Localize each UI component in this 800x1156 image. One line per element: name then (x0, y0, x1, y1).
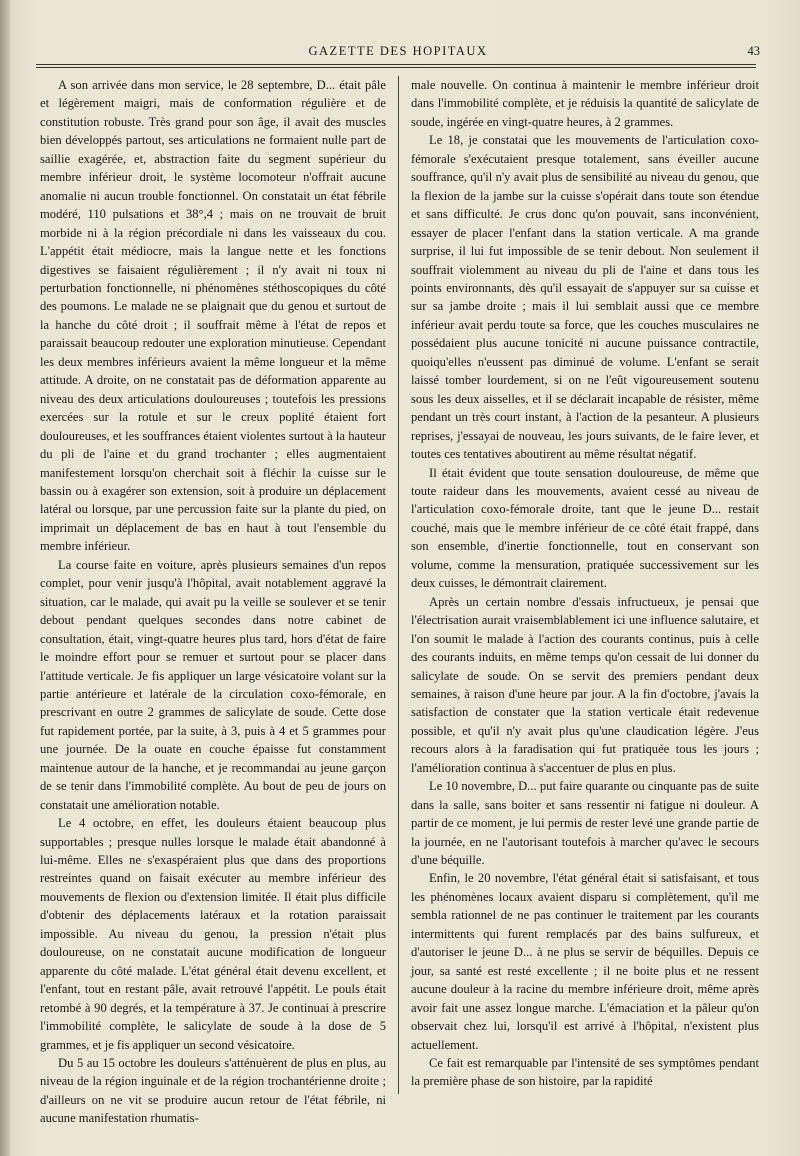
paragraph: Après un certain nombre d'essais infructueux, je pensai que l'électrisation aurait vraisemblablement ici une influence salutaire, et l'on soumit le malade à l'action des courants continus, puis à celle des courants induits, en même temps qu'on cessait de lui donner du salicylate de soude. On se servit des premiers pendant deux semaines, à raison d'une heure par jour. A la fin d'octobre, j'avais la satisfaction de constater que la station verticale était redevenue possible, et qu'il n'y avait plus qu'une claudication légère. J'eus recours alors à la faradisation qui fut pratiquée tous les jours ; l'amélioration continua à s'accentuer de plus en plus. (411, 594, 759, 775)
text-column-left (40, 76, 386, 1126)
journal-title: GAZETTE DES HOPITAUX (308, 44, 488, 58)
page-number: 43 (747, 44, 760, 58)
paragraph: A son arrivée dans mon service, le 28 septembre, D... était pâle et légèrement maigri, mais de conformation régulière et de constitution robuste. Très grand pour son âge, il avait des muscles bien développés partout, ses articulations ne formaient nulle part de saillie exagérée, et, abstraction faite du segment supérieur du membre inférieur droit, le système locomoteur n'offrait aucune anomalie ni aucun trouble fonctionnel. On constatait un état fébrile modéré, 110 pulsations et 38°,4 ; mais on ne trouvait de bruit morbide ni à la région précordiale ni dans les vaisseaux du cou. L'appétit était médiocre, mais la langue nette et les fonctions digestives se faisaient régulièrement ; il n'y avait ni toux ni perturbation fonctionnelle, ni phénomènes stéthoscopiques du côté des poumons. Le malade ne se plaignait que du genou et surtout de la hanche du côté droit ; il souffrait même à l'état de repos et paraissait beaucoup redouter une exploration minutieuse. Cependant les deux membres inférieurs avaient la même longueur et la même attitude. A droite, on ne constatait pas de déformation apparente au niveau des deux articulations douloureuses ; toutefois les pressions exercées sur la rotule et sur le creux poplité étaient fort douloureuses, et les souffrances étaient violentes surtout à la hauteur du pli de l'aine et du grand trochanter ; elles augmentaient manifestement lorsqu'on cherchait soit à fléchir la cuisse sur le bassin ou à exagérer son extension, soit à produire un déplacement latéral ou lorsque, par une percussion faite sur la plante du pied, on imprimait un déplacement de bas en haut à tout l'ensemble du membre inférieur. (40, 78, 386, 554)
paragraph: Du 5 au 15 octobre les douleurs s'atténuèrent de plus en plus, au niveau de la région inguinale et de la région trochantérienne droite ; d'ailleurs on ne vit se produire aucun retour de l'état fébrile, ni aucune manifestation rhumatis- (40, 1056, 386, 1126)
header-rule-top (36, 64, 756, 65)
paragraph: Le 18, je constatai que les mouvements de l'articulation coxo-fémorale s'exécutaient presque totalement, sans éveiller aucune souffrance, qu'il n'y avait plus de sensibilité au niveau du genou, que la flexion de la jambe sur la cuisse s'opérait dans toute son étendue et sans difficulté. Je crus donc qu'on pouvait, sans inconvénient, essayer de placer l'enfant dans la station verticale. A ma grande surprise, il lui fut impossible de se tenir debout. Non seulement il souffrait violemment au niveau du pli de l'aine et dans tous les points environnants, dès qu'il essayait de s'appuyer sur sa cuisse et sur sa jambe droite ; mais il lui semblait aussi que ce membre inférieur avait perdu toute sa force, que les couches musculaires ne possédaient plus aucune tonicité ni aucune puissance contractile, quoiqu'elles n'eussent pas diminué de volume. L'enfant se serait laissé tomber lourdement, si on ne l'eût vigoureusement soutenu sous les deux aisselles, et il se déclarait incapable de résister, même pendant un très court instant, à l'action de la pesanteur. A plusieurs reprises, j'essayai de nouveau, les jours suivants, de le faire lever, et toutes ces tentatives aboutirent au même résultat négatif. (411, 133, 759, 462)
text-column-right (411, 76, 759, 1116)
paragraph: Le 10 novembre, D... put faire quarante ou cinquante pas de suite dans la salle, sans boiter et sans ressentir ni fatigue ni douleur. A partir de ce moment, je lui permis de rester levé une grande partie de la journée, en ne l'autorisant toutefois à marcher qu'avec le secours d'une béquille. (411, 779, 759, 868)
header-rule-bottom (36, 67, 756, 68)
paragraph: Il était évident que toute sensation douloureuse, de même que toute raideur dans les mouvements, avaient cessé au niveau de l'articulation coxo-fémorale droite, tant que le jeune D... restait couché, mais que le membre inférieur de ce côté était frappé, dans son ensemble, d'inertie fonctionnelle, tout en conservant son volume, comme la mensuration, pratiquée successivement sur les deux cuisses, le démontrait clairement. (411, 465, 759, 591)
paragraph: Enfin, le 20 novembre, l'état général était si satisfaisant, et tous les phénomènes locaux avaient disparu si complètement, qu'il me sembla rationnel de ne pas continuer le traitement par les courants intermittents qui furent remplacés par des bains sulfureux, et d'autoriser le jeune D... à ne plus se servir de béquilles. Depuis ce jour, sa santé est resté excellente ; il ne boite plus et ne ressent aucune douleur à la racine du membre inférieure droit, même après avoir fait une assez longue marche. L'émaciation et la pâleur qu'on observait chez lui, lorsqu'il est arrivé à l'hôpital, n'existent plus actuellement. (411, 871, 759, 1052)
column-divider (398, 76, 399, 1094)
paragraph: La course faite en voiture, après plusieurs semaines d'un repos complet, pour venir jusqu'à l'hôpital, avait notablement aggravé la situation, car le malade, qui avait pu la veille se soulever et se tenir debout pendant quelques secondes dans notre cabinet de consultation, était, vingt-quatre heures plus tard, hors d'état de faire le moindre effort pour se remuer et surtout pour se placer dans l'attitude verticale. Je fis appliquer un large vésicatoire volant sur la partie antérieure et latérale de la circulation coxo-fémorale, en prescrivant en outre 2 grammes de salicylate de soude. Cette dose fut rapidement portée, par la suite, à 3, puis à 4 et 5 grammes pour une journée. De la ouate en couche épaisse fut constamment maintenue autour de la hanche, et je recommandai au jeune garçon de se tenir dans l'immobilité complète. Au bout de peu de jours on constatait une amélioration notable. (40, 557, 386, 812)
paragraph: Le 4 octobre, en effet, les douleurs étaient beaucoup plus supportables ; presque nulles lorsque le malade était abandonné à lui-même. Elles ne s'exaspéraient plus que dans des proportions restreintes quand on faisait exécuter au membre inférieur des mouvements de flexion ou d'extension limitée. Il était plus difficile d'obtenir des déplacements latéraux et la rotation paraissait impossible. Au niveau du genou, la pression n'était plus douloureuse, on ne constatait aucune modification de longueur apparente du côté malade. L'état général était devenu excellent, et l'enfant, tout en restant pâle, avait retrouvé l'appétit. Le pouls était retombé à 90 degrés, et la température à 37. Je continuai à prescrire l'immobilité complète, le salicylate de soude à la dose de 5 grammes, et je fis appliquer un second vésicatoire. (40, 816, 386, 1052)
page-spine-shadow (0, 0, 10, 1156)
paragraph-continued: male nouvelle. On continua à maintenir le membre inférieur droit dans l'immobilité complète, et je réduisis la quantité de salicylate de soude, ingérée en vingt-quatre heures, à 2 grammes. (411, 78, 759, 129)
running-header (36, 40, 760, 62)
paragraph: Ce fait est remarquable par l'intensité de ses symptômes pendant la première phase de son histoire, par la rapidité (411, 1056, 759, 1089)
